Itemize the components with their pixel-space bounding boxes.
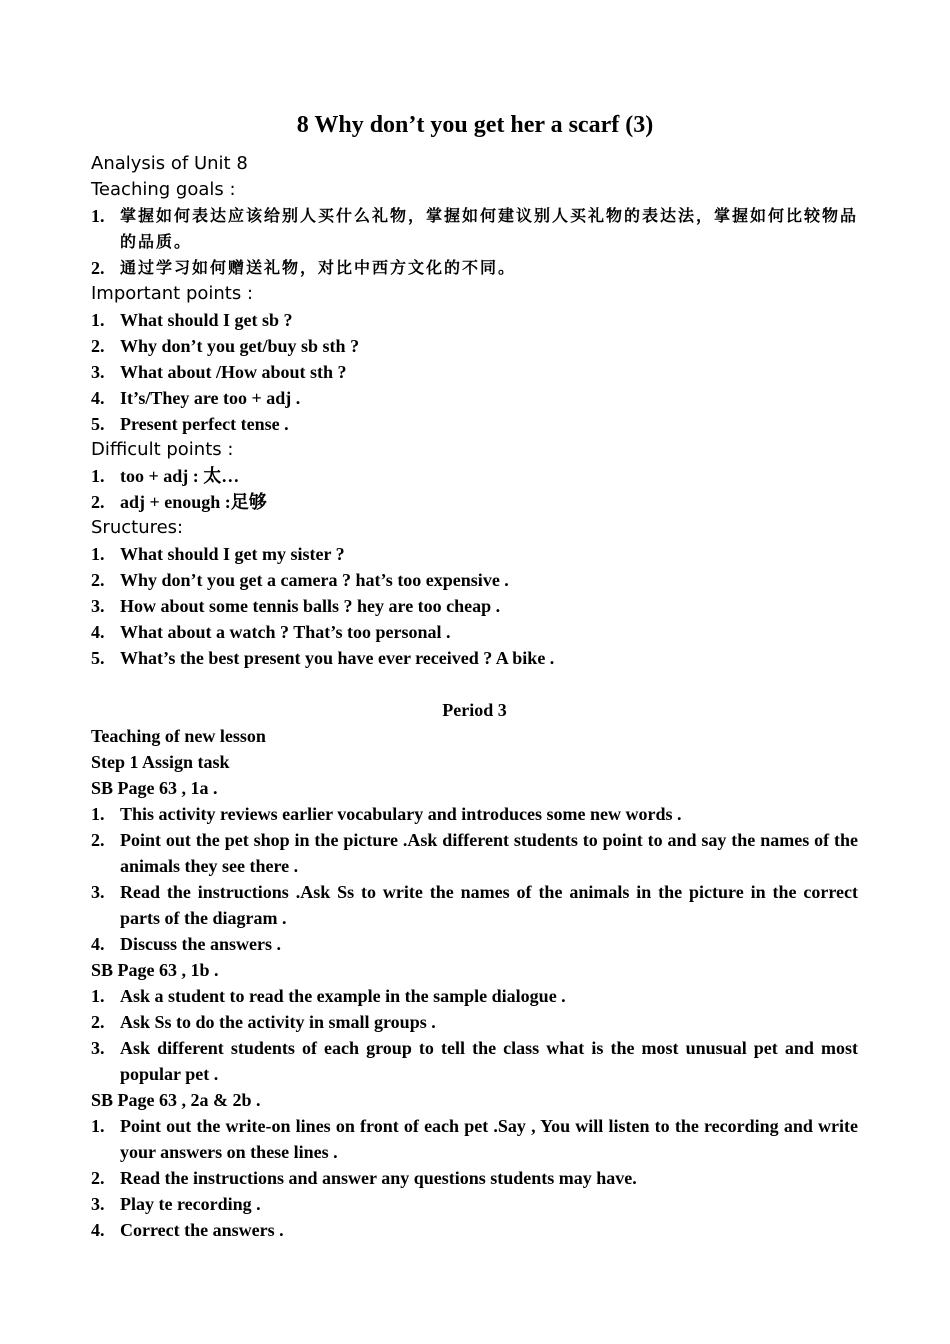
analysis-heading: Analysis of Unit 8 <box>91 153 248 174</box>
document-body <box>91 151 858 1243</box>
section-item <box>91 801 858 827</box>
goal-item <box>91 255 858 281</box>
structure-item <box>91 645 858 671</box>
list-text: What about /How about sth ? <box>120 362 347 382</box>
list-text: Point out the pet shop in the picture .Ask different students to point to and say the names of the animals they see there . <box>120 830 858 876</box>
list-text: Ask different students of each group to tell the class what is the most unusual pet and most popular pet . <box>120 1038 858 1084</box>
list-number: 2. <box>91 492 105 512</box>
section-heading: SB Page 63 , 1b . <box>91 960 219 980</box>
list-text: Present perfect tense . <box>120 414 289 434</box>
list-number: 4. <box>91 388 105 408</box>
structure-item <box>91 619 858 645</box>
list-text: What should I get my sister ? <box>120 544 345 564</box>
list-text: What about a watch ? That’s too personal . <box>120 622 451 642</box>
list-number: 1. <box>91 466 105 486</box>
list-number: 3. <box>91 1194 105 1214</box>
list-number: 4. <box>91 934 105 954</box>
difficult-point-item <box>91 463 858 489</box>
important-point-item <box>91 359 858 385</box>
list-text: Why don’t you get/buy sb sth ? <box>120 336 360 356</box>
list-number: 3. <box>91 1038 105 1058</box>
difficult-point-item <box>91 489 858 515</box>
section-item <box>91 827 858 879</box>
teaching-heading: Teaching of new lesson <box>91 726 266 746</box>
section-item <box>91 1035 858 1087</box>
list-number: 1. <box>91 804 105 824</box>
list-number: 1. <box>91 1116 105 1136</box>
list-number: 2. <box>91 570 105 590</box>
structure-item <box>91 567 858 593</box>
important-point-item <box>91 411 858 437</box>
section-item <box>91 879 858 931</box>
difficult-points-heading: Difficult points : <box>91 439 234 460</box>
list-text: Read the instructions and answer any questions students may have. <box>120 1168 637 1188</box>
goal-number: 1. <box>91 206 105 226</box>
spacer <box>91 671 858 697</box>
list-text: too + adj : 太… <box>120 466 240 486</box>
list-number: 2. <box>91 1168 105 1188</box>
important-point-item <box>91 333 858 359</box>
page-title: 8 Why don’t you get her a scarf (3) <box>296 112 654 138</box>
section-item <box>91 1009 858 1035</box>
section-item <box>91 1217 858 1243</box>
list-text: Discuss the answers . <box>120 934 282 954</box>
step-heading: Step 1 Assign task <box>91 752 230 772</box>
teaching-goals-heading: Teaching goals : <box>91 179 236 200</box>
list-number: 1. <box>91 544 105 564</box>
goal-item <box>91 203 858 255</box>
list-number: 3. <box>91 596 105 616</box>
list-text: Play te recording . <box>120 1194 261 1214</box>
list-text: Point out the write-on lines on front of each pet .Say , You will listen to the recording and write your answers on these lines . <box>120 1116 858 1162</box>
important-point-item <box>91 385 858 411</box>
list-number: 4. <box>91 622 105 642</box>
list-text: This activity reviews earlier vocabulary and introduces some new words . <box>120 804 682 824</box>
section-item <box>91 1165 858 1191</box>
list-text: Ask Ss to do the activity in small groups . <box>120 1012 436 1032</box>
section-item <box>91 1113 858 1165</box>
list-text: Why don’t you get a camera ? hat’s too expensive . <box>120 570 509 590</box>
list-number: 1. <box>91 986 105 1006</box>
list-number: 3. <box>91 362 105 382</box>
section-heading: SB Page 63 , 2a & 2b . <box>91 1090 261 1110</box>
list-text: What’s the best present you have ever received ? A bike . <box>120 648 555 668</box>
list-text: How about some tennis balls ? hey are too cheap . <box>120 596 501 616</box>
section-item <box>91 931 858 957</box>
list-number: 2. <box>91 1012 105 1032</box>
important-points-heading: Important points : <box>91 283 254 304</box>
list-number: 3. <box>91 882 105 902</box>
important-point-item <box>91 307 858 333</box>
structure-item <box>91 593 858 619</box>
list-text: Correct the answers . <box>120 1220 284 1240</box>
section-item <box>91 1191 858 1217</box>
goal-text: 掌握如何表达应该给别人买什么礼物，掌握如何建议别人买礼物的表达法，掌握如何比较物品的品质。 <box>120 206 859 251</box>
structures-heading: Sructures: <box>91 517 184 538</box>
section-item <box>91 983 858 1009</box>
period-heading: Period 3 <box>442 700 507 720</box>
list-text: adj + enough :足够 <box>120 492 267 512</box>
list-number: 2. <box>91 336 105 356</box>
goal-number: 2. <box>91 258 105 278</box>
goal-text: 通过学习如何赠送礼物，对比中西方文化的不同。 <box>120 258 517 277</box>
list-text: It’s/They are too + adj . <box>120 388 301 408</box>
list-number: 4. <box>91 1220 105 1240</box>
list-text: Read the instructions .Ask Ss to write the names of the animals in the picture in the correct parts of the diagram . <box>120 882 858 928</box>
list-text: Ask a student to read the example in the sample dialogue . <box>120 986 566 1006</box>
structure-item <box>91 541 858 567</box>
list-number: 1. <box>91 310 105 330</box>
list-number: 5. <box>91 414 105 434</box>
list-number: 2. <box>91 830 105 850</box>
list-number: 5. <box>91 648 105 668</box>
list-text: What should I get sb ? <box>120 310 293 330</box>
section-heading: SB Page 63 , 1a . <box>91 778 218 798</box>
